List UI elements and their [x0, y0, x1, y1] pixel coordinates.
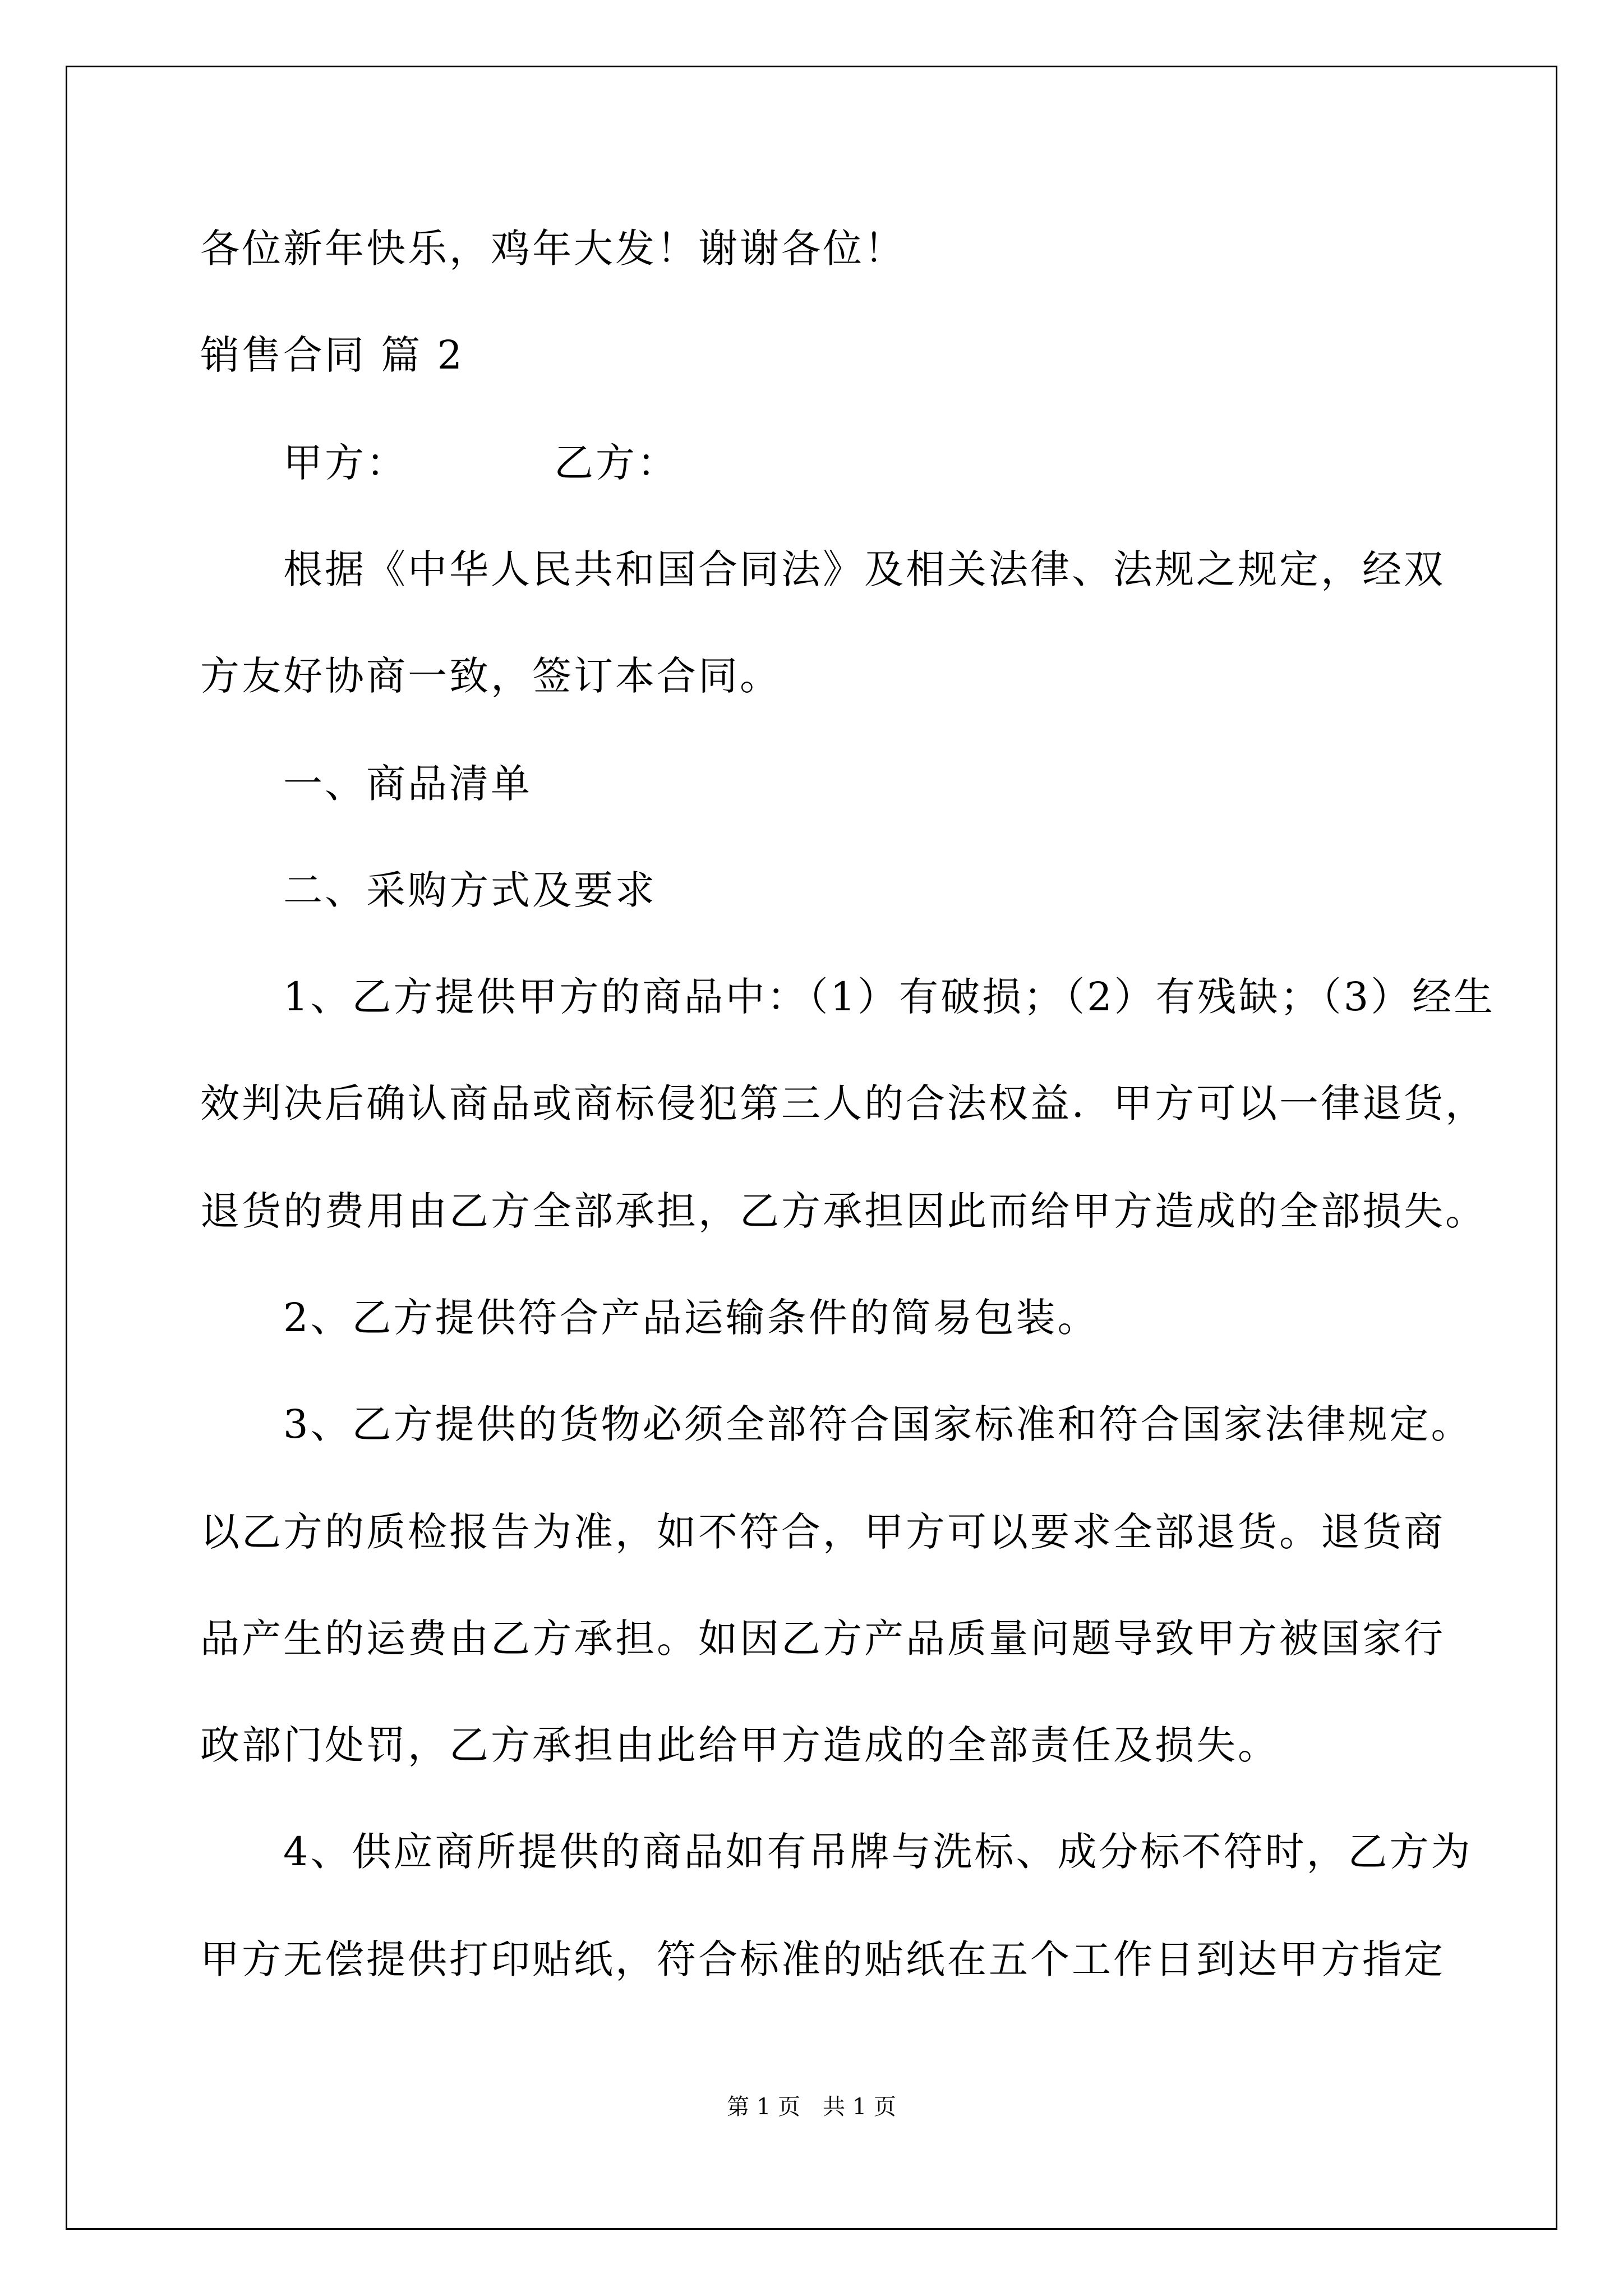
paragraph-line: 以乙方的质检报告为准，如不符合，甲方可以要求全部退货。退货商: [200, 1509, 1445, 1555]
section-title: 销售合同 篇 2: [200, 332, 465, 378]
parties-line: 甲方： 乙方：: [283, 440, 679, 486]
paragraph-line: 方友好协商一致，签订本合同。: [200, 653, 781, 699]
paragraph-line: 甲方无偿提供打印贴纸，符合标准的贴纸在五个工作日到达甲方指定: [200, 1936, 1445, 1982]
section-heading: 一、商品清单: [283, 761, 532, 807]
page-footer: 第 1 页 共 1 页: [727, 2094, 896, 2120]
paragraph-line: 政部门处罚，乙方承担由此给甲方造成的全部责任及损失。: [200, 1722, 1279, 1768]
paragraph-line: 2、乙方提供符合产品运输条件的简易包装。: [283, 1295, 1099, 1341]
section-heading: 二、采购方式及要求: [283, 867, 657, 913]
closing-greeting: 各位新年快乐，鸡年大发！谢谢各位！: [200, 226, 906, 272]
paragraph-line: 根据《中华人民共和国合同法》及相关法律、法规之规定，经双: [283, 546, 1445, 592]
paragraph-line: 品产生的运费由乙方承担。如因乙方产品质量问题导致甲方被国家行: [200, 1616, 1445, 1662]
paragraph-line: 效判决后确认商品或商标侵犯第三人的合法权益．甲方可以一律退货，: [200, 1080, 1487, 1126]
paragraph-line: 退货的费用由乙方全部承担，乙方承担因此而给甲方造成的全部损失。: [200, 1188, 1487, 1234]
paragraph-line: 1、乙方提供甲方的商品中：（1）有破损；（2）有残缺；（3）经生: [283, 974, 1496, 1020]
paragraph-line: 3、乙方提供的货物必须全部符合国家标准和符合国家法律规定。: [283, 1401, 1473, 1447]
paragraph-line: 4、供应商所提供的商品如有吊牌与洗标、成分标不符时，乙方为: [283, 1829, 1473, 1875]
page-border: [66, 66, 1557, 2230]
